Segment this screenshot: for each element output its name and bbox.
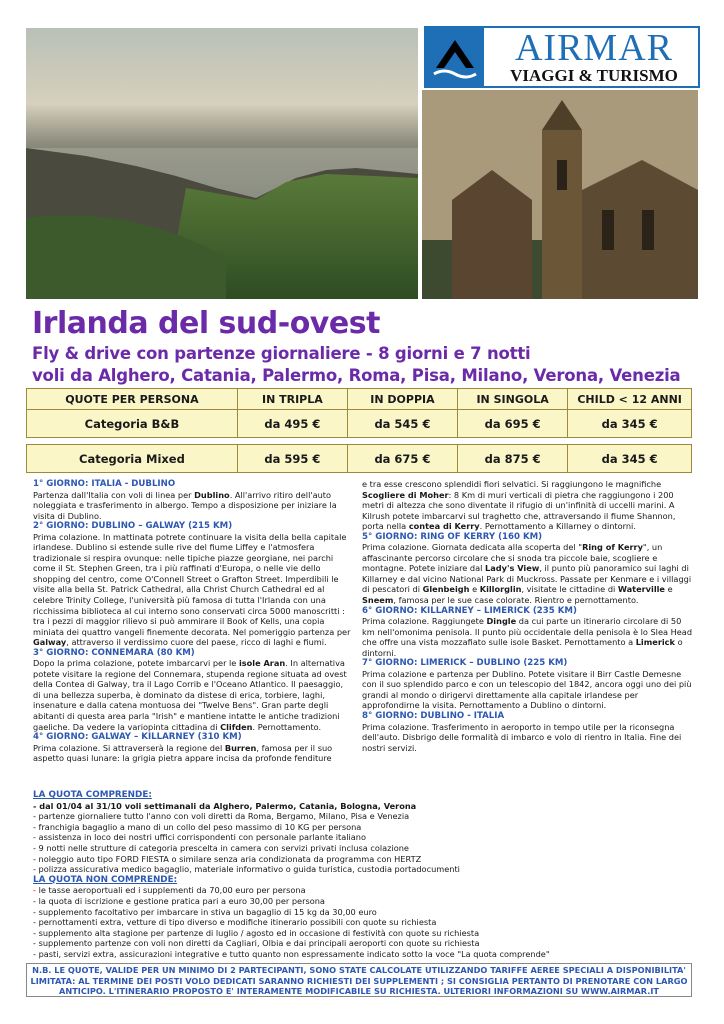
day-text: Prima colazione e partenza per Dublino. Potete visitare il Birr Castle Demesne con il suo splendido parco e con un telescopio del 1842, ancora oggi uno dei più grandi al mondo o dirigervi direttamente alla capitale irlandese per approfondirne la visita. Pernottamento a Dublino o dintorni.	[362, 668, 692, 711]
day-text: Prima colazione. Giornata dedicata alla scoperta del "Ring of Kerry", un affascinante percorso circolare che si snoda tra piccole baie, scogliere e montagne. Potete iniziare dal Lady's View, il punto più panoramico sui laghi di Killarney e dal vicino National Park di Muckross. Passate per Kenmare e i villaggi di pescatori di Glenbeigh e Killorglin, visitate le cittadine di Waterville e Sneem, famosa per le sue case colorate. Rientro e pernottamento.	[362, 542, 692, 606]
excludes-title: LA QUOTA NON COMPRENDE:	[33, 874, 178, 885]
price-header-cell: IN DOPPIA	[347, 389, 457, 410]
page-title: Irlanda del sud-ovest	[32, 306, 380, 341]
price-table-header-row	[27, 389, 692, 410]
list-item: - pasti, servizi extra, assicurazioni integrative e tutto quanto non espressamente indicato sotto la voce "La quota comprende"	[33, 948, 550, 959]
cathedral-photo	[422, 90, 698, 299]
day-title: 4° GIORNO: GALWAY – KILLARNEY (310 KM)	[33, 732, 242, 743]
price-cell: da 675 €	[347, 445, 457, 473]
includes-title: LA QUOTA COMPRENDE:	[33, 790, 152, 800]
price-cell: da 345 €	[568, 445, 692, 473]
day-title: 8° GIORNO: DUBLINO - ITALIA	[362, 711, 505, 722]
subtitle-line-2: voli da Alghero, Catania, Palermo, Roma, Pisa, Milano, Verona, Venezia	[32, 366, 681, 385]
footer-note	[26, 963, 692, 997]
day-text: Prima colazione. Raggiungete Dingle da cui parte un itinerario circolare di 50 km nell'omonima penisola. Il punto più occidentale della penisola è lo Slea Head che offre una vista mozzafiato sulle isole Basket. Pernottamento a Limerick o dintorni.	[362, 616, 693, 658]
airmar-logo-mark	[426, 28, 484, 86]
price-cell: da 495 €	[237, 410, 347, 438]
list-item: - polizza assicurativa medico bagaglio, materiale informativo o guida turistica, custodia portadocumenti	[33, 864, 460, 875]
list-item: - assistenza in loco dei nostri uffici corrispondenti con personale parlante italiano	[33, 832, 367, 843]
price-header-cell: IN TRIPLA	[237, 389, 347, 410]
list-item: - 9 notti nelle strutture di categoria prescelta in camera con servizi privati inclusa colazione	[33, 842, 409, 853]
table-row	[27, 410, 692, 438]
price-cell: Categoria Mixed	[27, 445, 238, 473]
list-item: - le tasse aeroportuali ed i supplementi da 70,00 euro per persona	[33, 885, 306, 896]
note-line: ANTICIPO. L'ITINERARIO PROPOSTO E' INTERAMENTE MODIFICABILE SU RICHIESTA. ULTERIORI INFORMAZIONI SU WWW.AIRMAR.IT	[59, 986, 659, 996]
cliffs-of-moher-photo	[26, 28, 418, 299]
price-table	[26, 388, 692, 473]
list-item: - noleggio auto tipo FORD FIESTA o similare senza aria condizionata da programma con HERTZ	[33, 853, 422, 864]
day-text: Partenza dall'Italia con voli di linea per Dublino. All'arrivo ritiro dell'auto noleggiata e trasferimento in albergo. Tempo a disposizione per iniziare la visita di Dublino.	[33, 489, 337, 521]
day-title: 5° GIORNO: RING OF KERRY (160 KM)	[362, 531, 543, 542]
list-item: - la quota di iscrizione e gestione pratica pari a euro 30,00 per persona	[33, 895, 325, 906]
list-item: - supplemento alta stagione per partenze di luglio / agosto ed in occasione di festività con quote su richiesta	[33, 927, 480, 938]
logo-subtitle: VIAGGI & TURISMO	[510, 66, 678, 85]
list-item: - supplemento partenze con voli non diretti da Cagliari, Olbia e dai principali aeroporti con quote su richiesta	[33, 938, 480, 949]
table-row	[27, 445, 692, 473]
itinerary-right-column	[362, 479, 692, 753]
mountain-wave-icon	[426, 28, 484, 86]
price-cell: da 875 €	[458, 445, 568, 473]
price-cell: da 695 €	[458, 410, 568, 438]
day-text: Prima colazione. Trasferimento in aeroporto in tempo utile per la riconsegna dell'auto. Disbrigo delle formalità di imbarco e volo di rientro in Italia. Fine dei nostri servizi.	[362, 721, 682, 753]
list-item: - dal 01/04 al 31/10 voli settimanali da Alghero, Palermo, Catania, Bologna, Verona	[33, 800, 417, 811]
cliff-landscape-illustration	[26, 148, 418, 299]
day-title: 6° GIORNO: KILLARNEY – LIMERICK (235 KM)	[362, 605, 577, 616]
price-cell: da 595 €	[237, 445, 347, 473]
price-header-cell: QUOTE PER PERSONA	[27, 389, 238, 410]
price-header-cell: CHILD < 12 ANNI	[568, 389, 692, 410]
day-text: Dopo la prima colazione, potete imbarcarvi per le isole Aran. In alternativa potete visitare la regione del Connemara, stupenda regione situata ad ovest della Contea di Galway, tra il Lago Corrib e l'Oceano Atlantico. Il paesaggio, di una bellezza superba, è dominato da distese di erica, torbiere, laghi, insenature e dalla catena montuosa dei "Twelve Bens". Gran parte degli abitanti di questa area parla "Irish" e mantiene intatte le antiche tradizioni gaeliche. Da vedere la variopinta cittadina di Clifden. Pernottamento.	[33, 658, 347, 732]
list-item: - partenze giornaliere tutto l'anno con voli diretti da Roma, Bergamo, Milano, Pisa e Venezia	[33, 811, 410, 822]
day-title: 3° GIORNO: CONNEMARA (80 KM)	[33, 647, 195, 658]
price-cell: da 345 €	[568, 410, 692, 438]
cathedral-illustration	[422, 90, 698, 299]
table-spacer-row	[27, 438, 692, 445]
price-cell: da 545 €	[347, 410, 457, 438]
day-title: 1° GIORNO: ITALIA - DUBLINO	[33, 479, 176, 489]
logo-title: AIRMAR	[514, 27, 674, 69]
day-text: Prima colazione. Si attraverserà la regione del Burren, famosa per il suo aspetto quasi lunare: la grigia pietra appare incisa da profonde fenditure	[33, 742, 333, 764]
list-item: - supplemento facoltativo per imbarcare in stiva un bagaglio di 15 kg da 30,00 euro	[33, 906, 377, 917]
price-header-cell: IN SINGOLA	[458, 389, 568, 410]
list-item: - pernottamenti extra, vetture di tipo diverso e modifiche itinerario possibili con quote su richiesta	[33, 917, 437, 928]
day-title: 2° GIORNO: DUBLINO – GALWAY (215 KM)	[33, 521, 233, 532]
itinerary-left-column	[33, 479, 353, 764]
airmar-logo	[424, 26, 700, 88]
subtitle-line-1: Fly & drive con partenze giornaliere - 8 giorni e 7 notti	[32, 344, 531, 363]
price-cell: Categoria B&B	[27, 410, 238, 438]
list-item: - franchigia bagaglio a mano di un collo del peso massimo di 10 KG per persona	[33, 821, 362, 832]
day-text: e tra esse crescono splendidi fiori selvatici. Si raggiungono le magnifiche Scogliere di Moher: 8 Km di muri verticali di pietra che raggiungono i 200 metri di altezza che sono diventate il rifugio di un'infinità di uccelli marini. A Kilrush potete imbarcarvi sul traghetto che, attraversando il fiume Shannon, porta nella contea di Kerry. Pernottamento a Killarney o dintorni.	[362, 479, 676, 532]
note-line: N.B. LE QUOTE, VALIDE PER UN MINIMO DI 2 PARTECIPANTI, SONO STATE CALCOLATE UTILIZZANDO TARIFFE AEREE SPECIALI A DISPONIBILITA'	[32, 965, 686, 975]
day-text: Prima colazione. In mattinata potrete continuare la visita della bella capitale irlandese. Dublino si estende sulle rive del fiume Liffey e l'atmosfera tradizionale si respira ovunque: nelle tipiche piazze georgiane, nei parchi come il St. Stephen Green, tra i più raffinati d'Europa, o nelle vie dello shopping del centro, come O'Connell Street o Grafton Street. Imperdibili le visite alla bella St. Patrick Cathedral, alla Christ Church Cathedral ed al celebre Trinity College, l'università più famosa di tutta l'Irlanda con una ricchissima biblioteca al cui interno sono conservati circa 5000 manoscritti : tra i pezzi di maggior rilievo si può ammirare il Book of Kells, una copia miniata dei quattro vangeli finemente decorata. Nel pomeriggio partenza per Galway, attraverso il verdissimo cuore del paese, ricco di laghi e fiumi.	[33, 531, 351, 648]
note-line: LIMITATA: AL TERMINE DEI POSTI VOLO DEDICATI SARANNO RICHIESTI DEI SUPPLEMENTI ; SI CONSIGLIA PERTANTO DI PRENOTARE CON LARGO	[30, 975, 688, 986]
quote-section	[33, 790, 693, 960]
day-title: 7° GIORNO: LIMERICK – DUBLINO (225 KM)	[362, 658, 568, 669]
